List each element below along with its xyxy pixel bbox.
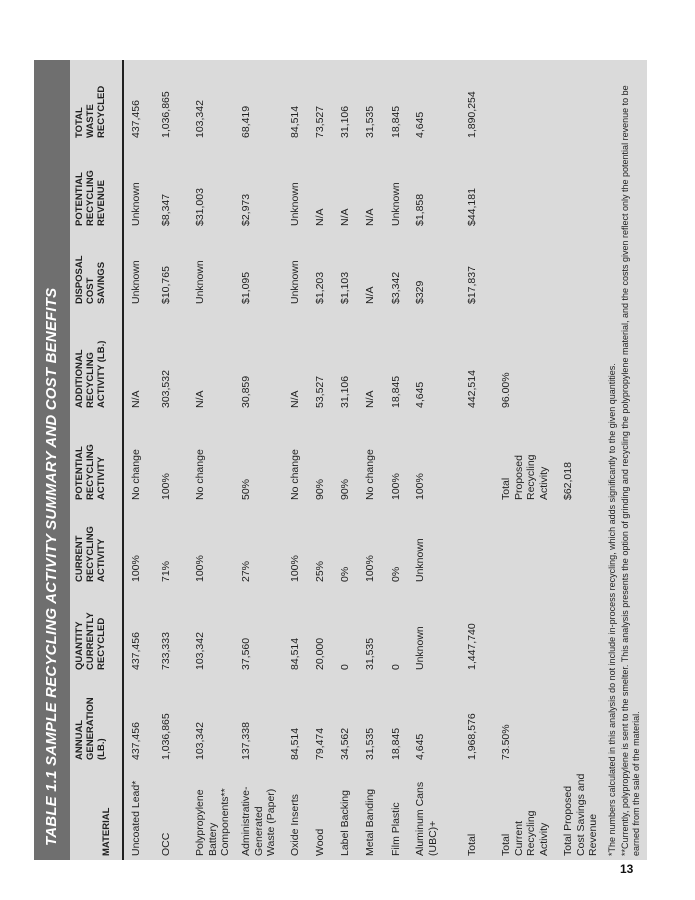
table-cell: 100%: [194, 555, 206, 582]
recycling-table: [34, 60, 647, 860]
table-cell: 103,342: [194, 100, 206, 138]
table-cell: Metal Banding: [364, 788, 376, 856]
table-cell: 100%: [289, 555, 301, 582]
table-cell: No change: [364, 449, 376, 500]
table-cell: N/A: [130, 390, 142, 408]
table-cell: 1,890,254: [466, 91, 478, 138]
table-cell: $62,018: [562, 462, 574, 500]
table-cell: Polypropylene Battery Components**: [194, 788, 231, 856]
table-cell: Total Current Recycling Activity: [500, 810, 550, 856]
header-annual-generation: ANNUAL GENERATION (LB.): [74, 697, 107, 760]
table-cell: 137,338: [240, 722, 252, 760]
table-cell: N/A: [289, 390, 301, 408]
header-potential-revenue: POTENTIAL RECYCLING REVENUE: [74, 170, 107, 226]
table-cell: N/A: [364, 390, 376, 408]
table-cell: Unknown: [289, 260, 301, 304]
table-cell: Wood: [314, 828, 326, 856]
table-cell: OCC: [160, 832, 172, 856]
table-cell: Oxide Inserts: [289, 794, 301, 856]
table-cell: $329: [414, 280, 426, 304]
table-cell: $1,103: [339, 271, 351, 304]
table-cell: Unknown: [130, 260, 142, 304]
table-cell: 100%: [130, 555, 142, 582]
header-disposal-savings: DISPOSAL COST SAVINGS: [74, 255, 107, 304]
table-cell: 1,968,576: [466, 713, 478, 760]
table-cell: 18,845: [390, 105, 402, 138]
table-cell: N/A: [339, 208, 351, 226]
table-cell: $44,181: [466, 188, 478, 226]
table-cell: 437,456: [130, 100, 142, 138]
table-cell: $8,347: [160, 193, 172, 226]
table-cell: 4,645: [414, 381, 426, 408]
table-cell: Unknown: [414, 626, 426, 670]
table-cell: N/A: [364, 208, 376, 226]
table-cell: $2,973: [240, 193, 252, 226]
footnote-2: **Currently, polypropylene is sent to the smelter. This analysis presents the option of grinding and recycling the polypropylene material, and the costs given reflect only the potential revenue to be earned from the sale of the material.: [620, 85, 641, 856]
table-cell: 84,514: [289, 727, 301, 760]
table-cell: 303,532: [160, 370, 172, 408]
header-total-recycled: TOTAL WASTE RECYCLED: [74, 85, 107, 138]
table-cell: 73.50%: [500, 724, 512, 760]
table-cell: 1,447,740: [466, 623, 478, 670]
table-cell: 37,560: [240, 637, 252, 670]
table-cell: 437,456: [130, 722, 142, 760]
table-cell: $10,765: [160, 266, 172, 304]
table-cell: 0%: [390, 566, 402, 582]
table-title-bar: [34, 60, 70, 860]
table-cell: N/A: [194, 390, 206, 408]
table-cell: 733,333: [160, 632, 172, 670]
table-cell: 84,514: [289, 105, 301, 138]
table-cell: 100%: [160, 473, 172, 500]
table-cell: Label Backing: [339, 790, 351, 856]
table-cell: 71%: [160, 560, 172, 582]
header-material: MATERIAL: [101, 807, 112, 856]
page-number: 13: [620, 862, 634, 876]
table-cell: 25%: [314, 560, 326, 582]
table-cell: Unknown: [130, 182, 142, 226]
table-cell: $1,095: [240, 271, 252, 304]
table-cell: No change: [194, 449, 206, 500]
table-cell: 90%: [314, 478, 326, 500]
table-cell: 31,106: [339, 375, 351, 408]
table-cell: 53,527: [314, 375, 326, 408]
table-cell: 442,514: [466, 370, 478, 408]
table-cell: 30,859: [240, 375, 252, 408]
table-cell: Aluminum Cans (UBC)+: [414, 781, 439, 856]
table-cell: 73,527: [314, 105, 326, 138]
table-cell: 18,845: [390, 727, 402, 760]
table-cell: 1,036,865: [160, 91, 172, 138]
table-cell: N/A: [314, 208, 326, 226]
table-cell: Total: [466, 833, 478, 856]
table-cell: Administrative- Generated Waste (Paper): [240, 786, 277, 856]
table-cell: 437,456: [130, 632, 142, 670]
table-cell: 79,474: [314, 727, 326, 760]
table-cell: No change: [130, 449, 142, 500]
table-title: TABLE 1.1 SAMPLE RECYCLING ACTIVITY SUMMARY AND COST BENEFITS: [43, 287, 60, 846]
table-cell: 34,562: [339, 727, 351, 760]
table-cell: 50%: [240, 478, 252, 500]
table-cell: Unknown: [390, 182, 402, 226]
table-cell: 31,106: [339, 105, 351, 138]
header-current-activity: CURRENT RECYCLING ACTIVITY: [74, 526, 107, 582]
table-cell: $3,342: [390, 271, 402, 304]
table-cell: 100%: [390, 473, 402, 500]
table-cell: 90%: [339, 478, 351, 500]
table-cell: $31,003: [194, 188, 206, 226]
table-cell: 20,000: [314, 637, 326, 670]
table-cell: No change: [289, 449, 301, 500]
header-quantity-recycled: QUANTITY CURRENTLY RECYCLED: [74, 612, 107, 670]
table-cell: Total Proposed Cost Savings and Revenue: [562, 773, 599, 856]
table-cell: Uncoated Lead*: [130, 780, 142, 856]
table-cell: N/A: [364, 286, 376, 304]
table-cell: 103,342: [194, 632, 206, 670]
table-cell: 84,514: [289, 637, 301, 670]
table-cell: 103,342: [194, 722, 206, 760]
table-cell: 31,535: [364, 637, 376, 670]
table-cell: 100%: [364, 555, 376, 582]
table-cell: 0: [339, 664, 351, 670]
table-cell: $1,858: [414, 193, 426, 226]
table-cell: Unknown: [414, 538, 426, 582]
table-cell: 18,845: [390, 375, 402, 408]
table-cell: 96.00%: [500, 372, 512, 408]
table-cell: Unknown: [289, 182, 301, 226]
table-cell: Unknown: [194, 260, 206, 304]
table-cell: 31,535: [364, 727, 376, 760]
header-additional-activity: ADDITIONAL RECYCLING ACTIVITY (LB.): [74, 340, 107, 408]
table-cell: $1,203: [314, 271, 326, 304]
table-cell: 0: [390, 664, 402, 670]
table-cell: Film Plastic: [390, 802, 402, 856]
table-cell: 0%: [339, 566, 351, 582]
footnote-1: *The numbers calculated in this analysis do not include in-process recycling, which adds significantly to the given quantities.: [607, 363, 617, 856]
table-cell: 27%: [240, 560, 252, 582]
table-cell: Total Proposed Recycling Activity: [500, 454, 550, 500]
table-cell: 4,645: [414, 111, 426, 138]
table-cell: $17,837: [466, 266, 478, 304]
table-cell: 100%: [414, 473, 426, 500]
header-potential-activity: POTENTIAL RECYCLING ACTIVITY: [74, 444, 107, 500]
table-cell: 1,036,865: [160, 713, 172, 760]
table-cell: 68,419: [240, 105, 252, 138]
header-divider: [122, 60, 124, 860]
table-cell: 31,535: [364, 105, 376, 138]
table-cell: 4,645: [414, 733, 426, 760]
